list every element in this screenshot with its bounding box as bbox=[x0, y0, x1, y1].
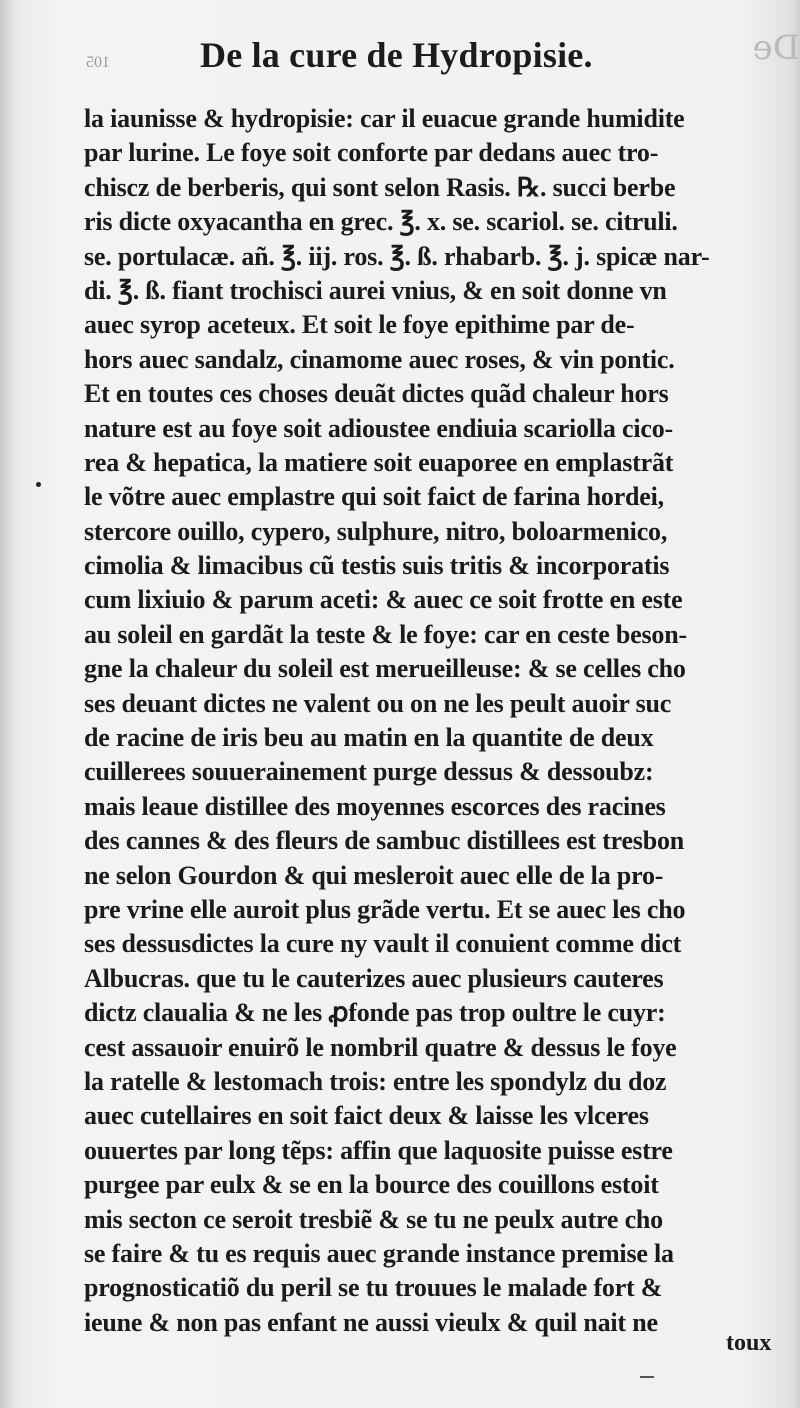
text-line: purgee par eulx & se en la bource des couillons estoit bbox=[84, 1170, 659, 1200]
text-line: cum lixiuio & parum aceti: & auec ce soit frotte en este bbox=[84, 585, 683, 615]
text-line: par lurine. Le foye soit conforte par dedans auec tro- bbox=[84, 138, 659, 168]
bleed-through-header: De bbox=[752, 28, 800, 68]
text-line: di. ℥. ß. fiant trochisci aurei vnius, & en soit donne vn bbox=[84, 275, 667, 305]
running-header: De la cure de Hydropisie. bbox=[200, 35, 593, 75]
text-line: stercore ouillo, cypero, sulphure, nitro, boloarmenico, bbox=[84, 516, 668, 546]
text-line: ses dessusdictes la cure ny vault il conuient comme dict bbox=[84, 929, 682, 959]
text-line: mais leaue distillee des moyennes escorces des racines bbox=[84, 791, 666, 821]
bleed-through-folio: 105 bbox=[86, 54, 110, 71]
text-line: nature est au foye soit adioustee endiuia scariolla cico- bbox=[84, 413, 673, 443]
text-line: ne selon Gourdon & qui mesleroit auec elle de la pro- bbox=[84, 860, 664, 890]
text-line: mis secton ce seroit tresbiẽ & se tu ne peulx autre cho bbox=[84, 1204, 663, 1234]
text-line: hors auec sandalz, cinamome auec roses, & vin pontic. bbox=[84, 344, 675, 374]
text-line: ris dicte oxyacantha en grec. ℥. x. se. scariol. se. citruli. bbox=[84, 207, 678, 237]
text-line: au soleil en gardãt la teste & le foye: car en ceste beson- bbox=[84, 619, 687, 649]
body-text bbox=[84, 102, 796, 1340]
text-line: cimolia & limacibus cũ testis suis tritis & incorporatis bbox=[84, 551, 670, 581]
catchword: toux bbox=[726, 1330, 772, 1356]
margin-ink-dot bbox=[36, 482, 41, 487]
text-line: se faire & tu es requis auec grande instance premise la bbox=[84, 1238, 674, 1268]
text-line: rea & hepatica, la matiere soit euaporee en emplastrãt bbox=[84, 447, 674, 477]
bottom-ink-mark bbox=[640, 1376, 654, 1378]
text-line: gne la chaleur du soleil est merueilleuse: & se celles cho bbox=[84, 654, 686, 684]
text-line: Et en toutes ces choses deuãt dictes quãd chaleur hors bbox=[84, 379, 669, 409]
text-line: des cannes & des fleurs de sambuc distillees est tresbon bbox=[84, 826, 685, 856]
text-line: de racine de iris beu au matin en la quantite de deux bbox=[84, 723, 654, 753]
text-line: prognosticatiõ du peril se tu trouues le malade fort & bbox=[84, 1273, 663, 1303]
text-line: la iaunisse & hydropisie: car il euacue grande humidite bbox=[84, 104, 685, 133]
text-line: ses deuant dictes ne valent ou on ne les peult auoir suc bbox=[84, 688, 672, 718]
text-line: auec syrop aceteux. Et soit le foye epithime par de- bbox=[84, 310, 635, 340]
text-line: chiscz de berberis, qui sont selon Rasis. ℞. succi berbe bbox=[84, 172, 676, 202]
text-line: ouuertes par long tẽps: affin que laquosite puisse estre bbox=[84, 1135, 673, 1165]
text-line: auec cutellaires en soit faict deux & laisse les vlceres bbox=[84, 1101, 649, 1131]
text-line: dictz claualia & ne les ꝓfonde pas trop oultre le cuyr: bbox=[84, 998, 666, 1028]
text-line: cest assauoir enuirõ le nombril quatre & dessus le foye bbox=[84, 1032, 677, 1062]
text-line: cuillerees souuerainement purge dessus & dessoubz: bbox=[84, 757, 654, 787]
text-line: la ratelle & lestomach trois: entre les spondylz du doz bbox=[84, 1066, 667, 1096]
text-line: se. portulacæ. añ. ℥. iij. ros. ℥. ß. rhabarb. ℥. j. spicæ nar- bbox=[84, 241, 710, 271]
text-line: le võtre auec emplastre qui soit faict de farina hordei, bbox=[84, 482, 664, 512]
text-line: ieune & non pas enfant ne aussi vieulx & quil nait ne bbox=[84, 1307, 658, 1337]
text-line: pre vrine elle auroit plus grãde vertu. Et se auec les cho bbox=[84, 894, 686, 924]
text-line: Albucras. que tu le cauterizes auec plusieurs cauteres bbox=[84, 963, 664, 993]
